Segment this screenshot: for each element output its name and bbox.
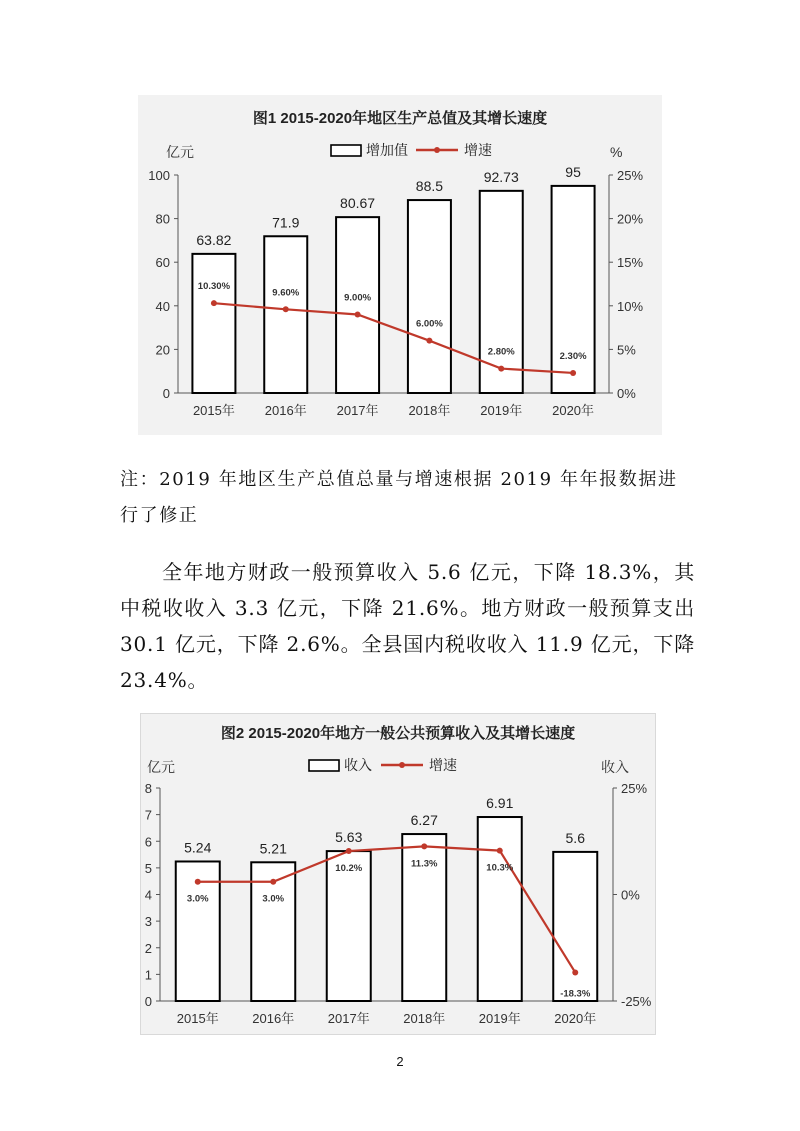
- bar: [264, 236, 307, 393]
- growth-point: [572, 969, 578, 975]
- y-tick-label-right: 15%: [617, 255, 644, 271]
- x-tick-label: 2019年: [478, 1011, 521, 1026]
- legend-line-marker: [399, 762, 405, 768]
- y-tick-label-left: 80: [155, 211, 170, 227]
- growth-point: [421, 843, 427, 849]
- bar: [408, 200, 451, 393]
- growth-point: [426, 338, 432, 344]
- bar-value-label: 92.73: [483, 168, 519, 185]
- gdp-chart-svg: [138, 95, 662, 435]
- growth-point: [570, 370, 576, 376]
- y-tick-label-left: 60: [155, 255, 170, 271]
- y-tick-label-right: 10%: [617, 298, 644, 314]
- x-tick-label: 2015年: [192, 403, 235, 418]
- bar-value-label: 6.91: [486, 795, 514, 812]
- bar-value-label: 95: [565, 163, 581, 180]
- chart-title: 图1 2015-2020年地区生产总值及其增长速度: [252, 110, 548, 127]
- y-tick-label-left: 5: [144, 860, 152, 876]
- y-tick-label-right: 25%: [621, 781, 648, 796]
- growth-value-label: 2.80%: [487, 346, 515, 358]
- legend-line-label: 增速: [429, 757, 457, 773]
- legend-bar-swatch: [309, 760, 339, 771]
- x-tick-label: 2018年: [403, 1011, 446, 1026]
- bar: [192, 254, 235, 393]
- y-tick-label-right: 25%: [617, 168, 644, 183]
- bar-value-label: 71.9: [272, 214, 300, 231]
- growth-point: [498, 366, 504, 372]
- budget-revenue-chart-svg: [141, 714, 655, 1034]
- y-axis-left-label: 亿元: [147, 759, 175, 775]
- bar: [336, 217, 379, 393]
- growth-value-label: 3.0%: [186, 893, 209, 905]
- x-tick-label: 2019年: [480, 403, 523, 418]
- growth-value-label: -18.3%: [560, 988, 591, 1000]
- y-tick-label-left: 2: [144, 940, 152, 956]
- y-tick-label-left: 0: [144, 994, 152, 1009]
- growth-value-label: 6.00%: [415, 318, 443, 330]
- y-tick-label-left: 100: [148, 168, 170, 183]
- bar-value-label: 5.63: [335, 829, 363, 846]
- gdp-chart: [138, 95, 662, 435]
- bar-value-label: 80.67: [340, 195, 376, 212]
- y-tick-label-right: -25%: [621, 994, 652, 1009]
- growth-value-label: 9.00%: [344, 292, 372, 304]
- y-tick-label-left: 0: [162, 386, 170, 401]
- bar-value-label: 88.5: [415, 178, 444, 195]
- bar-value-label: 5.6: [565, 829, 585, 846]
- bar-value-label: 63.82: [196, 231, 232, 248]
- growth-point: [270, 879, 276, 885]
- y-tick-label-right: 5%: [617, 342, 636, 358]
- growth-value-label: 10.30%: [197, 281, 231, 293]
- growth-point: [283, 306, 289, 312]
- growth-value-label: 11.3%: [411, 858, 438, 870]
- y-axis-right-label: %: [610, 144, 623, 160]
- y-tick-label-left: 7: [144, 807, 152, 823]
- growth-point: [355, 312, 361, 318]
- growth-value-label: 3.0%: [262, 893, 285, 905]
- x-tick-label: 2017年: [327, 1011, 370, 1026]
- x-tick-label: 2020年: [552, 403, 595, 418]
- x-tick-label: 2016年: [264, 403, 307, 418]
- budget-revenue-chart: [140, 713, 656, 1035]
- growth-point: [211, 300, 217, 306]
- y-tick-label-left: 1: [144, 967, 152, 983]
- y-tick-label-right: 0%: [621, 887, 640, 903]
- legend-line-label: 增速: [464, 142, 492, 158]
- y-tick-label-left: 3: [144, 914, 152, 930]
- bar-value-label: 5.24: [184, 839, 212, 856]
- chart-note: 注：2019 年地区生产总值总量与增速根据 2019 年年报数据进行了修正: [120, 469, 678, 526]
- legend-bar-label: 增加值: [366, 142, 408, 158]
- bar: [478, 817, 522, 1001]
- growth-point: [497, 848, 503, 854]
- growth-value-label: 10.2%: [335, 863, 363, 875]
- chart-title: 图2 2015-2020年地方一般公共预算收入及其增长速度: [220, 725, 576, 742]
- legend-line-marker: [434, 147, 440, 153]
- legend-bar-swatch: [331, 145, 361, 156]
- bar-value-label: 6.27: [410, 812, 438, 829]
- bar-value-label: 5.21: [259, 840, 287, 857]
- y-tick-label-right: 0%: [617, 386, 636, 401]
- y-tick-label-left: 40: [155, 298, 170, 314]
- legend-bar-label: 收入: [344, 757, 372, 773]
- growth-point: [346, 848, 352, 854]
- x-tick-label: 2017年: [336, 403, 379, 418]
- y-tick-label-right: 20%: [617, 211, 644, 227]
- y-tick-label-left: 8: [144, 781, 152, 796]
- y-tick-label-left: 6: [144, 834, 152, 850]
- growth-value-label: 2.30%: [559, 350, 587, 362]
- y-axis-right-label: 收入: [601, 759, 629, 775]
- y-tick-label-left: 4: [144, 887, 152, 903]
- growth-value-label: 9.60%: [272, 287, 300, 299]
- page-number: 2: [396, 1054, 404, 1069]
- x-tick-label: 2016年: [252, 1011, 295, 1026]
- y-tick-label-left: 20: [155, 342, 170, 358]
- x-tick-label: 2020年: [554, 1011, 597, 1026]
- growth-value-label: 10.3%: [486, 862, 514, 874]
- x-tick-label: 2018年: [408, 403, 451, 418]
- y-axis-left-label: 亿元: [166, 144, 194, 160]
- growth-point: [195, 879, 201, 885]
- fiscal-paragraph: 全年地方财政一般预算收入 5.6 亿元，下降 18.3%，其中税收收入 3.3 亿元，下降 21.6%。地方财政一般预算支出 30.1 亿元，下降 2.6%。全县国内税收收入 11.9 亿元，下降 23.4%。: [120, 560, 695, 692]
- bar: [553, 852, 597, 1001]
- x-tick-label: 2015年: [176, 1011, 219, 1026]
